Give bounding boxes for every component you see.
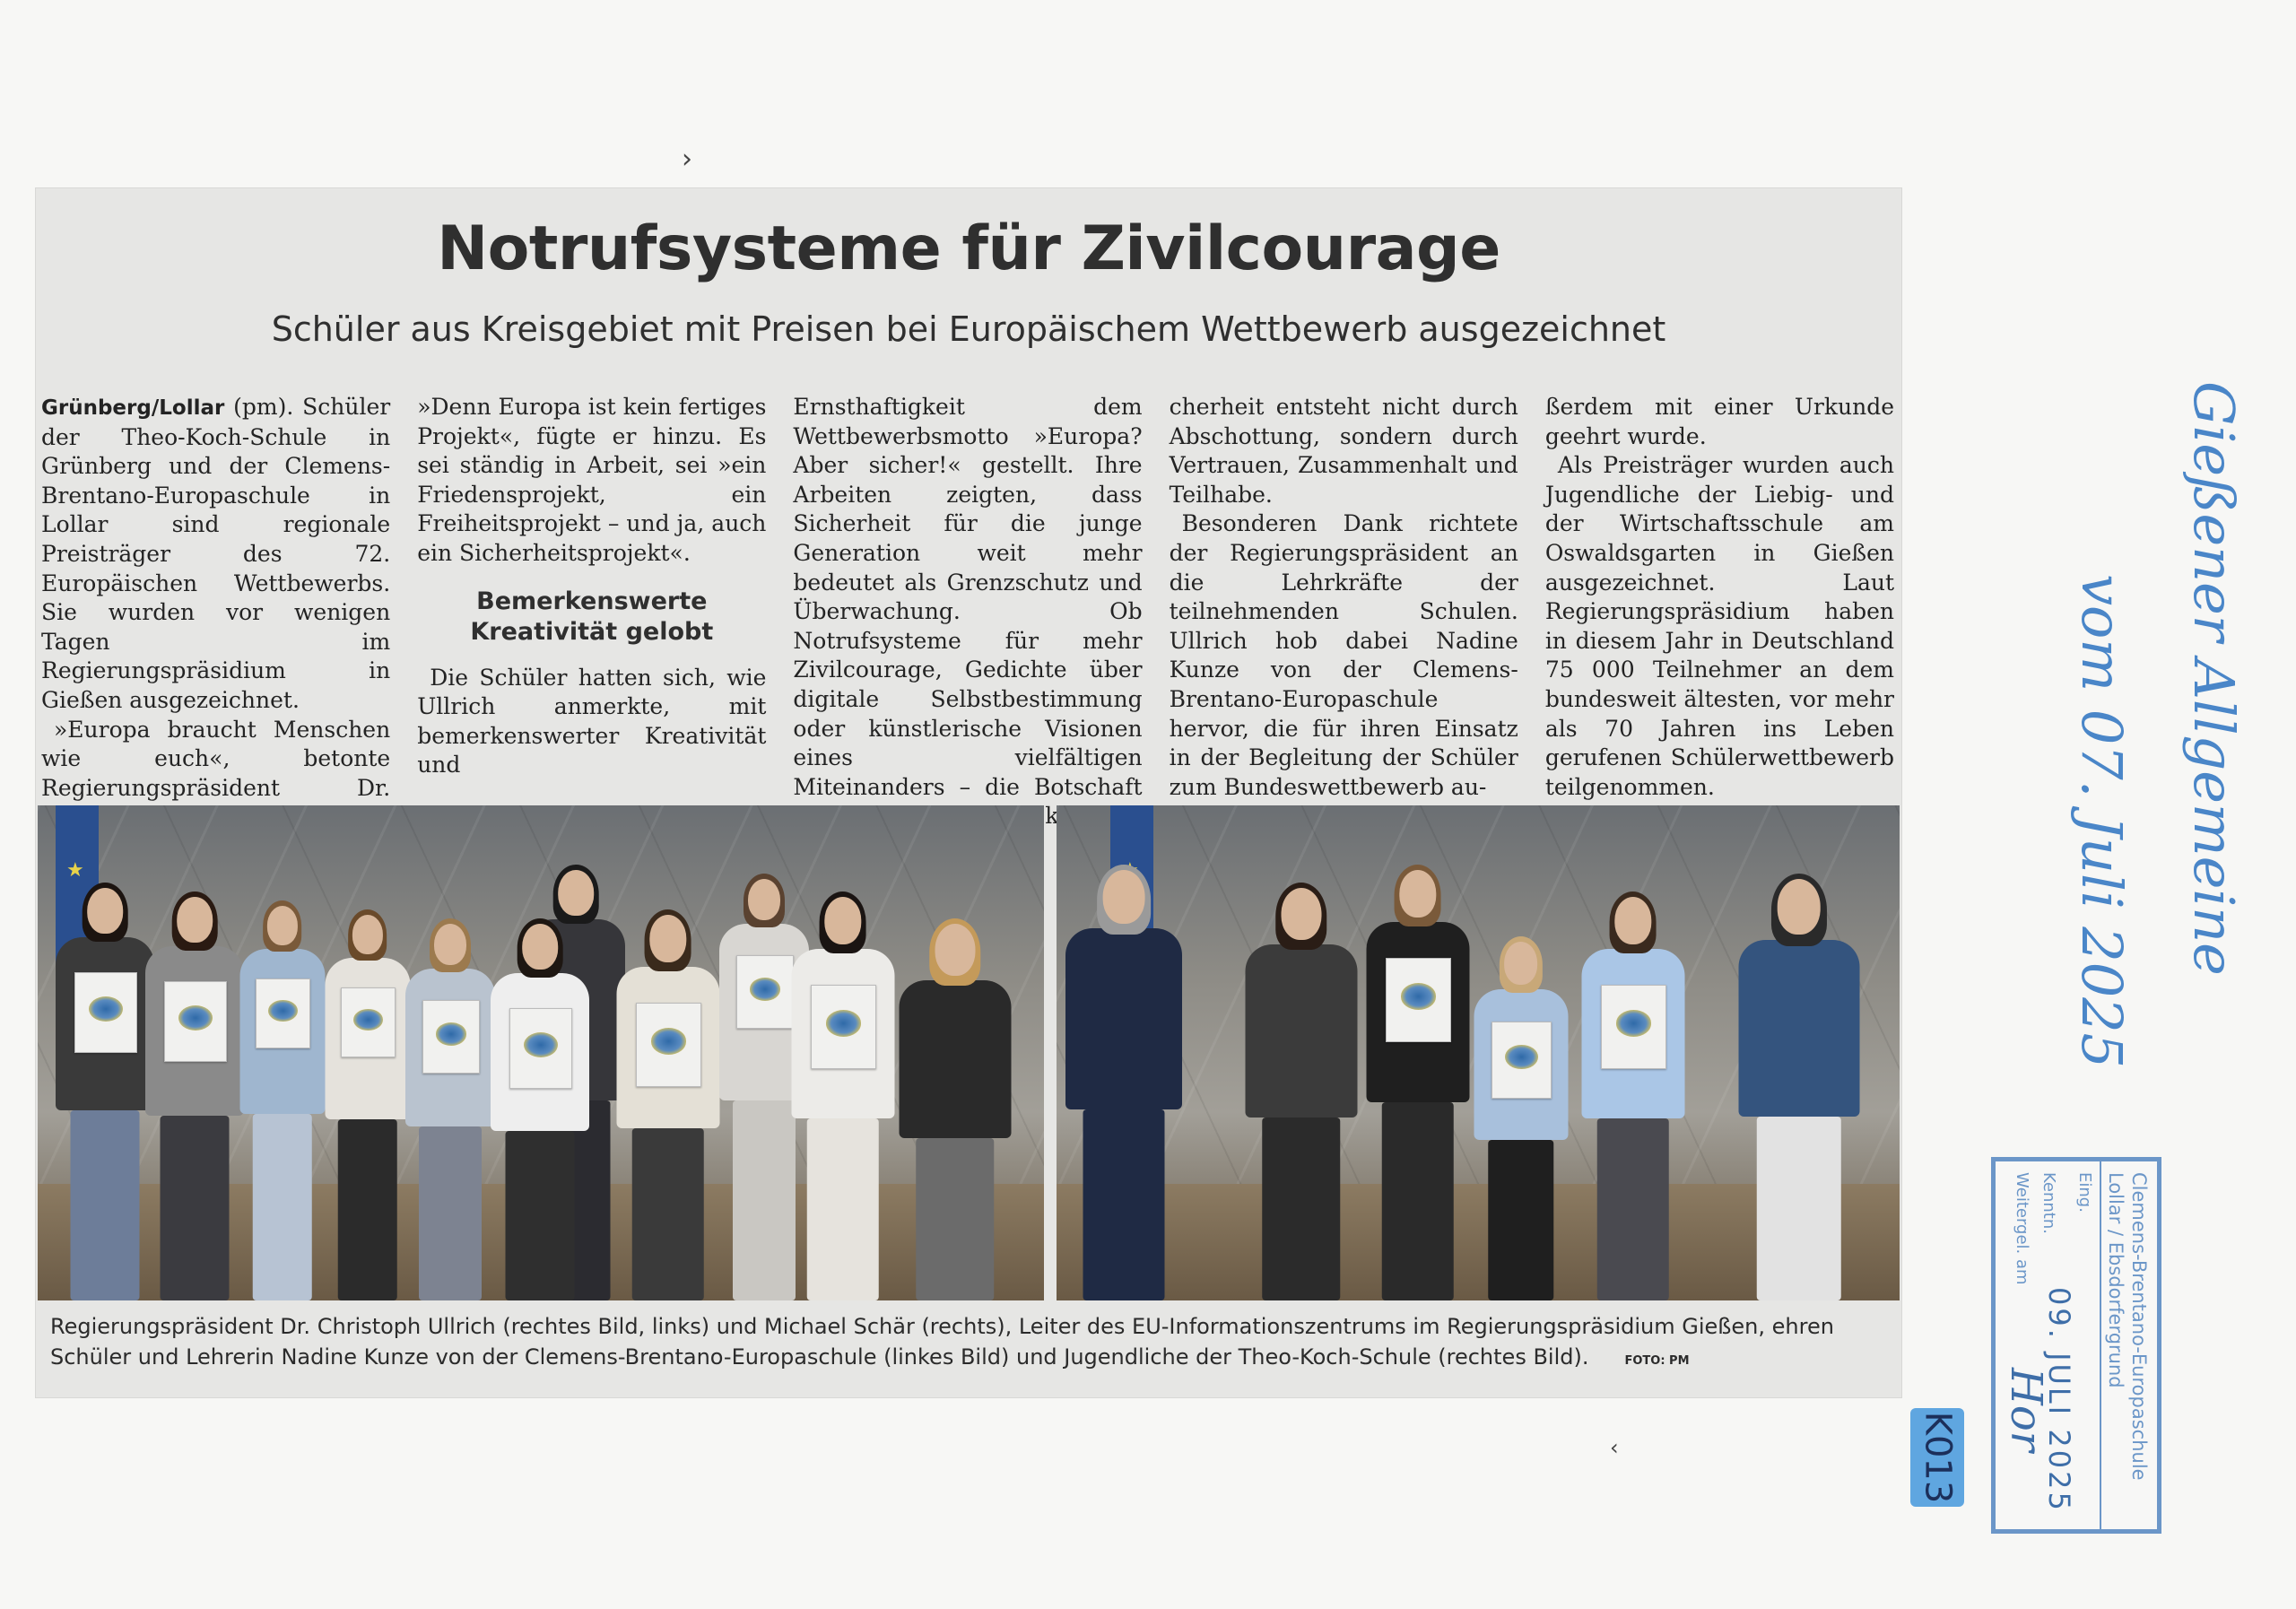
certificate bbox=[509, 1008, 572, 1089]
person-figure bbox=[1245, 888, 1357, 1300]
stamp-label-weiter: Weitergel. am bbox=[2013, 1172, 2031, 1285]
legs bbox=[71, 1110, 140, 1300]
head bbox=[1777, 879, 1821, 935]
certificate bbox=[736, 955, 794, 1029]
legs bbox=[1756, 1117, 1841, 1300]
scan-mark: ‹ bbox=[1610, 1435, 1619, 1460]
legs bbox=[1262, 1118, 1341, 1300]
certificate bbox=[422, 1000, 480, 1074]
handwritten-source-note: Gießener Allgemeine bbox=[2181, 381, 2247, 976]
certificate bbox=[256, 978, 310, 1048]
photo-left-group bbox=[38, 805, 1044, 1300]
sticker-label: K013 bbox=[1917, 1411, 1959, 1504]
certificate bbox=[636, 1003, 701, 1087]
head bbox=[558, 870, 594, 916]
person-figure bbox=[491, 924, 589, 1300]
legs bbox=[806, 1118, 879, 1301]
head bbox=[522, 924, 558, 970]
caption-text: Regierungspräsident Dr. Christoph Ullrich (rechtes Bild, links) und Michael Schär (rechts), Leiter des EU-Informationszentrums im Regierungspräsidium Gießen, ehren Schüler und Lehrerin Nadine Kunze von der Clemens-Brentano-Europaschule (linkes Bild) und Jugendliche der Theo-Koch-Schule (rechtes Bild). bbox=[50, 1314, 1834, 1370]
head bbox=[1103, 870, 1145, 924]
person-figure bbox=[899, 924, 1011, 1300]
legs bbox=[733, 1100, 796, 1300]
paragraph: cherheit entsteht nicht durch Abschottung, sondern durch Vertrauen, Zusammenhalt und Teilhabe. bbox=[1169, 394, 1518, 508]
newspaper-clipping bbox=[36, 188, 1901, 1397]
person-figure bbox=[1581, 897, 1684, 1300]
head bbox=[1504, 942, 1538, 985]
person-figure bbox=[1065, 870, 1182, 1300]
paragraph: ßerdem mit einer Urkunde geehrt wurde. bbox=[1544, 394, 1895, 449]
dateline: Grünberg/Lollar bbox=[41, 396, 225, 420]
person-figure bbox=[325, 915, 410, 1300]
person-figure bbox=[405, 924, 495, 1300]
head bbox=[824, 897, 861, 944]
scan-mark: › bbox=[682, 144, 692, 175]
head bbox=[748, 879, 780, 920]
stamp-school-name: Clemens-Brentano-Europaschule bbox=[2128, 1172, 2150, 1481]
legs bbox=[1596, 1118, 1669, 1301]
legs bbox=[419, 1126, 482, 1300]
stamp-label-kenntn: Kenntn. bbox=[2039, 1172, 2058, 1234]
certificate bbox=[1386, 958, 1451, 1042]
head bbox=[1281, 888, 1321, 940]
head bbox=[177, 897, 213, 943]
certificate bbox=[74, 972, 137, 1053]
head bbox=[649, 915, 686, 962]
file-sticker bbox=[1910, 1408, 1964, 1507]
head bbox=[1399, 870, 1436, 918]
stamp-divider bbox=[2100, 1161, 2101, 1529]
torso bbox=[1065, 928, 1182, 1109]
headline: Notrufsysteme für Zivilcourage bbox=[437, 213, 1500, 284]
subheadline: Schüler aus Kreisgebiet mit Preisen bei Europäischem Wettbewerb ausgezeichnet bbox=[271, 309, 1666, 349]
stamp-date: 09. JULI 2025 bbox=[2042, 1287, 2076, 1513]
stamp-school-location: Lollar / Ebsdorfergrund bbox=[2105, 1172, 2126, 1388]
paragraph: (pm). Schüler der Theo-Koch-Schule in Grünberg und der Clemens-Brentano-Europaschule in Lollar sind regionale Preisträger des 72. Europäischen Wettbewerbs. Sie wurden vor wenigen Tagen im Regierungspräsidium in Gießen ausgezeichnet. bbox=[41, 394, 391, 713]
person-figure bbox=[616, 915, 719, 1300]
legs bbox=[916, 1138, 995, 1300]
certificate bbox=[164, 981, 227, 1062]
paragraph: Besonderen Dank richtete der Regierungspräsident an die Lehrkräfte der teilnehmenden Schulen. Ullrich hob dabei Nadine Kunze von der Clemens-Brentano-Europaschule hervor, die für ihren Einsatz in der Begleitung der Schüler zum Bundeswettbewerb au- bbox=[1169, 510, 1518, 800]
person-figure bbox=[239, 906, 325, 1300]
paragraph: Die Schüler hatten sich, wie Ullrich anmerkte, mit bemerkenswerter Kreativität und bbox=[417, 664, 767, 778]
paragraph: Ernsthaftigkeit dem Wettbewerbsmotto »Europa? Aber sicher!« gestellt. Ihre Arbeiten zeigten, dass Sicherheit für die junge Generation weit mehr bedeutet als Grenzschutz und Überwachung. Ob Notrufsysteme für mehr Zivilcourage, Gedichte über digitale Selbstbestimmung oder künstlerische Visionen eines vielfältigen Miteinanders – die Botschaft bbox=[793, 394, 1143, 800]
paragraph: »Denn Europa ist kein fertiges Projekt«, fügte er hinzu. Es sei ständig in Arbeit, sei »ein Friedensprojekt, ein Freiheitsprojekt – und ja, auch ein Sicherheitsprojekt«. bbox=[417, 394, 767, 566]
legs bbox=[337, 1119, 397, 1300]
person-figure bbox=[1474, 942, 1568, 1300]
stamp-signature: Hor bbox=[2001, 1368, 2051, 1452]
legs bbox=[161, 1116, 230, 1300]
certificate bbox=[1492, 1022, 1552, 1099]
legs bbox=[1488, 1140, 1554, 1301]
legs bbox=[252, 1114, 312, 1300]
torso bbox=[1245, 944, 1357, 1118]
head bbox=[87, 888, 123, 934]
stamp-label-eing: Eing. bbox=[2075, 1172, 2094, 1213]
torso bbox=[899, 980, 1011, 1138]
head bbox=[352, 915, 382, 954]
certificate bbox=[811, 985, 876, 1069]
certificate bbox=[1601, 985, 1666, 1069]
photo-right-group bbox=[1057, 805, 1900, 1300]
paragraph: Als Preisträger wurden auch Jugendliche der Liebig- und der Wirtschaftsschule am Oswaldsgarten in Gießen ausgezeichnet. Laut Regierungspräsidium haben in diesem Jahr in Deutschland 75 000 Teilnehmer an dem bundesweit ältesten, vor mehr als 70 Jahren ins Leben gerufenen Schülerwettbewerb teilgenommen. bbox=[1544, 452, 1895, 800]
certificate bbox=[341, 987, 396, 1057]
head bbox=[266, 906, 297, 945]
person-figure bbox=[56, 888, 154, 1300]
head bbox=[1614, 897, 1651, 944]
legs bbox=[1381, 1102, 1454, 1300]
person-figure bbox=[145, 897, 244, 1300]
handwritten-date-note: vom 07. Juli 2025 bbox=[2069, 574, 2135, 1069]
paragraph: »Europa braucht Menschen wie euch«, betonte Regierungspräsident Dr. bbox=[41, 716, 391, 801]
photo-caption bbox=[50, 1311, 1889, 1377]
section-subhead: Bemerkenswerte Kreativität gelobt bbox=[470, 587, 714, 646]
legs bbox=[1083, 1109, 1165, 1300]
photo-credit: FOTO: PM bbox=[1624, 1354, 1690, 1368]
legs bbox=[506, 1131, 575, 1300]
person-figure bbox=[791, 897, 894, 1300]
head bbox=[935, 924, 975, 976]
person-figure bbox=[1738, 879, 1859, 1300]
head bbox=[434, 924, 466, 965]
person-figure bbox=[1366, 870, 1469, 1300]
received-stamp bbox=[1991, 1157, 2161, 1534]
torso bbox=[1738, 940, 1859, 1117]
legs bbox=[631, 1128, 704, 1300]
